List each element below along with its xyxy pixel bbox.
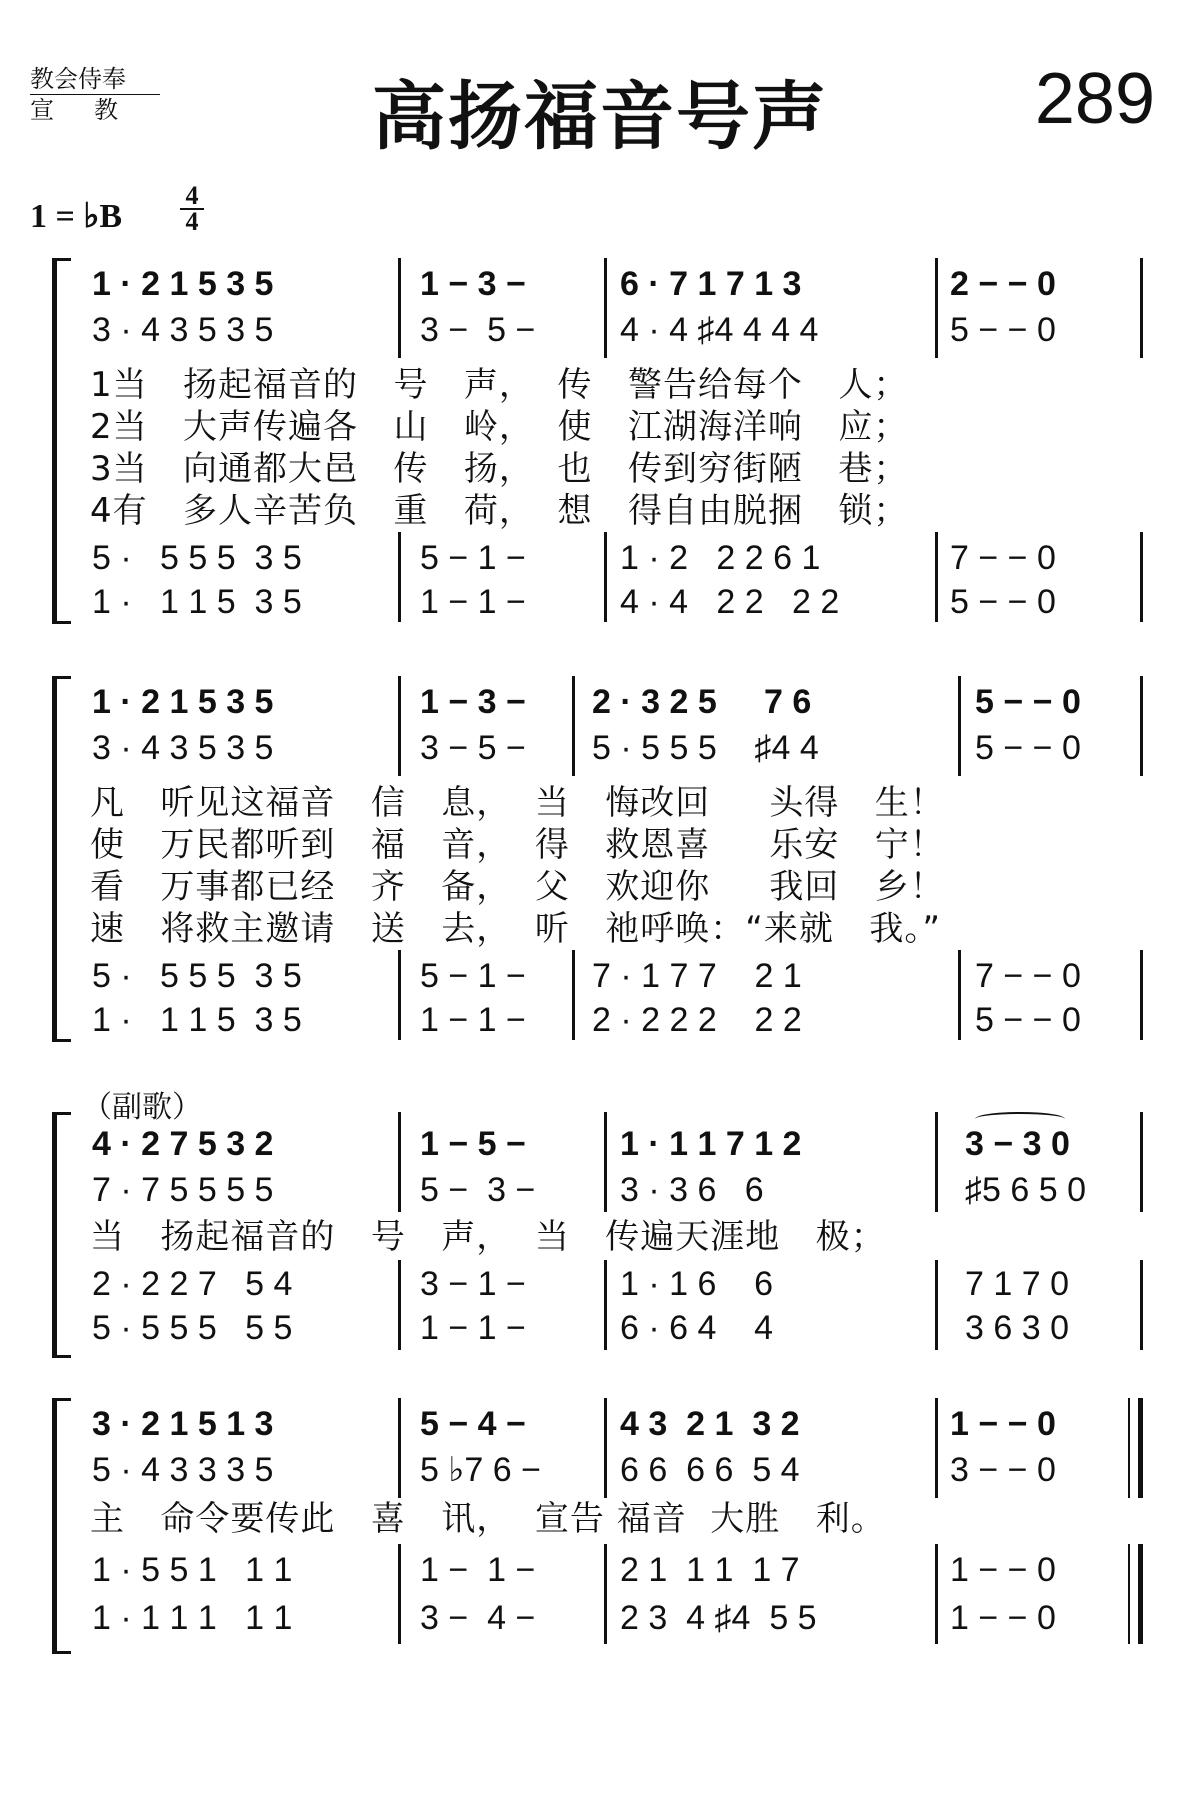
measure-4: 5 − − 0 [950, 583, 1056, 621]
measure-2: 3 − 4 − [420, 1599, 536, 1637]
measure-3: 5 · 5 5 5 ♯4 4 [592, 729, 819, 767]
barline [604, 532, 607, 622]
final-barline-thin [1128, 1398, 1130, 1498]
barline [572, 676, 575, 776]
measure-1: 2 · 2 2 7 5 4 [92, 1265, 293, 1303]
soprano-line [0, 1404, 1200, 1444]
alto-line [0, 1450, 1200, 1490]
measure-4: 2 − − 0 [950, 265, 1056, 303]
measure-4: 1 − − 0 [950, 1599, 1056, 1637]
measure-4: 1 − − 0 [950, 1405, 1056, 1443]
measure-4: 5 − − 0 [975, 683, 1081, 721]
barline [958, 950, 961, 1040]
measure-2: 5 − 3 − [420, 1171, 536, 1209]
measure-1: 1 · 1 1 5 3 5 [92, 1001, 302, 1039]
measure-2: 3 − 5 − [420, 311, 536, 349]
alto-line [0, 728, 1200, 768]
measure-4: 5 − − 0 [975, 729, 1081, 767]
measure-3: 4 · 4 ♯4 4 4 4 [620, 311, 819, 349]
soprano-line [0, 1124, 1200, 1164]
lyric-chorus: 主 命令要传此 喜 讯， 宣告 福音 大胜 利。 [90, 1499, 886, 1539]
measure-4: 7 1 7 0 [965, 1265, 1069, 1303]
lyric-verse-2: 使 万民都听到 福 音， 得 救恩喜 乐安 宁！ [90, 825, 945, 865]
measure-3: 6 6 6 6 5 4 [620, 1451, 800, 1489]
lyric-verse-3: 3当 向通都大邑 传 扬， 也 传到穷街陋 巷； [90, 449, 909, 489]
barline [1140, 1260, 1143, 1350]
time-signature [180, 181, 204, 236]
measure-1: 3 · 4 3 5 3 5 [92, 729, 274, 767]
barline [398, 532, 401, 622]
time-signature-top: 4 [180, 184, 204, 210]
lyric-verse-2: 2当 大声传遍各 山 岭， 使 江湖海洋响 应； [90, 407, 909, 447]
measure-3: 6 · 7 1 7 1 3 [620, 265, 802, 303]
key-signature: 1 = ♭B [30, 198, 123, 235]
measure-1: 5 · 5 5 5 3 5 [92, 957, 302, 995]
measure-2: 3 − 5 − [420, 729, 526, 767]
category-line-1: 教会侍奉 [30, 64, 160, 95]
measure-3: 4 · 4 2 2 2 2 [620, 583, 840, 621]
barline [935, 1544, 938, 1644]
barline [1140, 532, 1143, 622]
lyric-verse-4: 速 将救主邀请 送 去， 听 祂呼唤：“来就 我。” [90, 909, 941, 949]
barline [1140, 258, 1143, 358]
measure-4: 1 − − 0 [950, 1551, 1056, 1589]
barline [935, 1112, 938, 1212]
lyric-verse-3: 看 万事都已经 齐 备， 父 欢迎你 我回 乡！ [90, 867, 945, 907]
measure-1: 1 · 2 1 5 3 5 [92, 683, 274, 721]
measure-4: 5 − − 0 [975, 1001, 1081, 1039]
measure-4: 5 − − 0 [950, 311, 1056, 349]
measure-1: 1 · 5 5 1 1 1 [92, 1551, 293, 1589]
barline [935, 532, 938, 622]
measure-2: 5 ♭7 6 − [420, 1451, 541, 1489]
measure-2: 5 − 1 − [420, 957, 526, 995]
measure-3: 2 1 1 1 1 7 [620, 1551, 800, 1589]
measure-4: 7 − − 0 [950, 539, 1056, 577]
barline [935, 258, 938, 358]
barline [1140, 950, 1143, 1040]
measure-4: 3 − 3 0 [965, 1125, 1070, 1163]
measure-1: 5 · 5 5 5 3 5 [92, 539, 302, 577]
time-signature-bottom: 4 [185, 207, 199, 236]
bass-line [0, 582, 1200, 622]
barline [398, 1112, 401, 1212]
final-barline [1138, 1398, 1143, 1498]
barline [1140, 1112, 1143, 1212]
lyric-verse-1: 凡 听见这福音 信 息， 当 悔改回 头得 生！ [90, 783, 945, 823]
barline [604, 258, 607, 358]
soprano-line [0, 682, 1200, 722]
barline [398, 1260, 401, 1350]
barline [604, 1112, 607, 1212]
barline [398, 1544, 401, 1644]
measure-4: 3 6 3 0 [965, 1309, 1069, 1347]
lyric-verse-4: 4有 多人辛苦负 重 荷， 想 得自由脱捆 锁； [90, 491, 909, 531]
measure-1: 1 · 1 1 5 3 5 [92, 583, 302, 621]
score-system-2 [0, 676, 1200, 1046]
hymn-title: 高扬福音号声 [372, 74, 828, 160]
measure-3: 6 · 6 4 4 [620, 1309, 774, 1347]
measure-2: 5 − 1 − [420, 539, 526, 577]
tenor-line [0, 1264, 1200, 1304]
measure-4: 7 − − 0 [975, 957, 1081, 995]
measure-3: 3 · 3 6 6 [620, 1171, 764, 1209]
measure-1: 3 · 4 3 5 3 5 [92, 311, 274, 349]
hymn-number: 289 [1034, 59, 1155, 139]
measure-1: 7 · 7 5 5 5 5 [92, 1171, 274, 1209]
bass-line [0, 1000, 1200, 1040]
score-system-4 [0, 1398, 1200, 1658]
barline [935, 1260, 938, 1350]
measure-3: 1 · 1 6 6 [620, 1265, 774, 1303]
barline [1140, 676, 1143, 776]
final-barline [1138, 1544, 1143, 1644]
barline [572, 950, 575, 1040]
category-line-2: 宣教 [30, 96, 158, 124]
measure-2: 1 − 1 − [420, 583, 526, 621]
lyric-chorus: 当 扬起福音的 号 声， 当 传遍天涯地 极； [90, 1217, 886, 1257]
measure-1: 4 · 2 7 5 3 2 [92, 1125, 274, 1163]
measure-2: 1 − 1 − [420, 1551, 536, 1589]
tenor-line [0, 538, 1200, 578]
alto-line [0, 1170, 1200, 1210]
measure-3: 2 · 3 2 5 7 6 [592, 683, 812, 721]
bass-line [0, 1598, 1200, 1638]
tenor-line [0, 956, 1200, 996]
soprano-line [0, 264, 1200, 304]
measure-3: 2 · 2 2 2 2 2 [592, 1001, 802, 1039]
barline [958, 676, 961, 776]
measure-2: 1 − 5 − [420, 1125, 526, 1163]
measure-3: 1 · 1 1 7 1 2 [620, 1125, 802, 1163]
measure-3: 7 · 1 7 7 2 1 [592, 957, 802, 995]
barline [398, 676, 401, 776]
measure-2: 5 − 4 − [420, 1405, 526, 1443]
measure-4: ♯5 6 5 0 [965, 1171, 1086, 1209]
final-barline-thin [1128, 1544, 1130, 1644]
barline [604, 1260, 607, 1350]
alto-line [0, 310, 1200, 350]
measure-1: 5 · 5 5 5 5 5 [92, 1309, 293, 1347]
measure-3: 4 3 2 1 3 2 [620, 1405, 800, 1443]
measure-2: 1 − 3 − [420, 265, 526, 303]
barline [398, 950, 401, 1040]
barline [604, 1398, 607, 1498]
measure-4: 3 − − 0 [950, 1451, 1056, 1489]
measure-2: 1 − 1 − [420, 1001, 526, 1039]
measure-2: 1 − 1 − [420, 1309, 526, 1347]
measure-3: 2 3 4 ♯4 5 5 [620, 1599, 817, 1637]
tenor-line [0, 1550, 1200, 1590]
chorus-label: （副歌） [82, 1090, 202, 1125]
score-system-3 [0, 1112, 1200, 1362]
barline [398, 1398, 401, 1498]
measure-1: 1 · 1 1 1 1 1 [92, 1599, 293, 1637]
barline [604, 1544, 607, 1644]
measure-2: 1 − 3 − [420, 683, 526, 721]
measure-2: 3 − 1 − [420, 1265, 526, 1303]
measure-1: 5 · 4 3 3 3 5 [92, 1451, 274, 1489]
measure-1: 1 · 2 1 5 3 5 [92, 265, 274, 303]
barline [935, 1398, 938, 1498]
measure-3: 1 · 2 2 2 6 1 [620, 539, 821, 577]
bass-line [0, 1308, 1200, 1348]
score-system-1 [0, 258, 1200, 628]
lyric-verse-1: 1当 扬起福音的 号 声， 传 警告给每个 人； [90, 365, 909, 405]
measure-1: 3 · 2 1 5 1 3 [92, 1405, 274, 1443]
barline [398, 258, 401, 358]
